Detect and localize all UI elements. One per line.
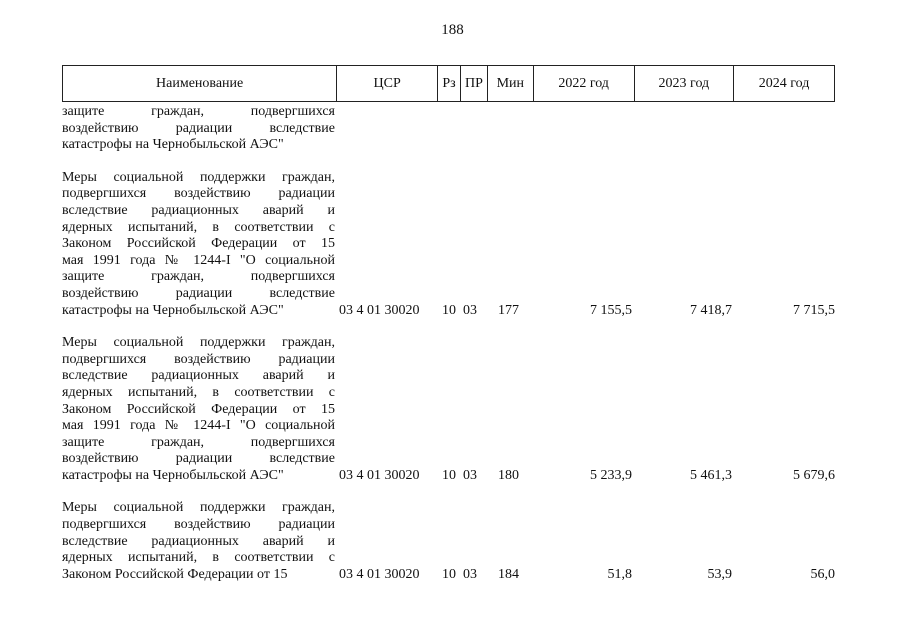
cell-min: 184 xyxy=(498,567,519,583)
name-line: мая 1991 года № 1244-I "О социальной xyxy=(62,418,335,434)
name-line: воздействию радиации вследствие xyxy=(62,120,335,136)
page-number: 188 xyxy=(441,22,464,38)
row-values xyxy=(62,566,835,583)
cell-pr: 03 xyxy=(463,567,477,583)
cell-y2022: 5 233,9 xyxy=(590,468,632,484)
row-values xyxy=(62,302,835,319)
cell-y2024: 56,0 xyxy=(810,567,835,583)
name-line: катастрофы на Чернобыльской АЭС" xyxy=(62,467,284,483)
cell-pr: 03 xyxy=(463,303,477,319)
cell-min: 180 xyxy=(498,468,519,484)
name-line: ядерных испытаний, в соответствии с xyxy=(62,219,335,235)
name-line: вследствие радиационных аварий и xyxy=(62,368,335,384)
table-row xyxy=(62,335,835,484)
cell-y2024: 7 715,5 xyxy=(793,303,835,319)
table-row xyxy=(62,170,835,319)
name-line: подвергшихся воздействию радиации xyxy=(62,351,335,367)
name-line: воздействию радиации вследствие xyxy=(62,451,335,467)
cell-y2022: 51,8 xyxy=(607,567,632,583)
name-line: подвергшихся воздействию радиации xyxy=(62,186,335,202)
name-line: Законом Российской Федерации от 15 xyxy=(62,566,288,582)
name-line: защите граждан, подвергшихся xyxy=(62,269,335,285)
table-row xyxy=(62,500,835,583)
cell-pr: 03 xyxy=(463,468,477,484)
name-line: вследствие радиационных аварий и xyxy=(62,202,335,218)
cell-y2022: 7 155,5 xyxy=(590,303,632,319)
cell-rz: 10 xyxy=(442,468,456,484)
name-line: ядерных испытаний, в соответствии с xyxy=(62,550,335,566)
header-2024: 2024 год xyxy=(733,66,834,101)
continuation-text xyxy=(62,104,335,154)
cell-min: 177 xyxy=(498,303,519,319)
name-line: воздействию радиации вследствие xyxy=(62,285,335,301)
name-line: мая 1991 года № 1244-I "О социальной xyxy=(62,252,335,268)
name-line: Меры социальной поддержки граждан, xyxy=(62,169,335,185)
row-values xyxy=(62,467,835,484)
table-header xyxy=(62,65,835,102)
cell-rz: 10 xyxy=(442,567,456,583)
row-name xyxy=(62,335,335,484)
table-body xyxy=(62,104,835,583)
name-line: подвергшихся воздействию радиации xyxy=(62,517,335,533)
name-line: защите граждан, подвергшихся xyxy=(62,104,335,119)
name-line: Законом Российской Федерации от 15 xyxy=(62,236,335,252)
cell-y2023: 5 461,3 xyxy=(690,468,732,484)
name-line: ядерных испытаний, в соответствии с xyxy=(62,384,335,400)
name-line: Законом Российской Федерации от 15 xyxy=(62,401,335,417)
name-line: защите граждан, подвергшихся xyxy=(62,434,335,450)
name-line: катастрофы на Чернобыльской АЭС" xyxy=(62,137,284,153)
cell-csr: 03 4 01 30020 xyxy=(339,468,420,484)
header-min: Мин xyxy=(487,66,533,101)
name-line: Меры социальной поддержки граждан, xyxy=(62,335,335,351)
cell-csr: 03 4 01 30020 xyxy=(339,303,420,319)
cell-rz: 10 xyxy=(442,303,456,319)
continuation-row xyxy=(62,104,835,154)
cell-y2023: 7 418,7 xyxy=(690,303,732,319)
header-pr: ПР xyxy=(460,66,487,101)
header-csr: ЦСР xyxy=(336,66,437,101)
header-rz: Рз xyxy=(437,66,460,101)
row-name xyxy=(62,170,335,319)
name-line: Меры социальной поддержки граждан, xyxy=(62,500,335,516)
header-2022: 2022 год xyxy=(533,66,634,101)
cell-y2024: 5 679,6 xyxy=(793,468,835,484)
cell-csr: 03 4 01 30020 xyxy=(339,567,420,583)
name-line: вследствие радиационных аварий и xyxy=(62,533,335,549)
header-2023: 2023 год xyxy=(634,66,734,101)
header-name: Наименование xyxy=(156,75,244,91)
name-line: катастрофы на Чернобыльской АЭС" xyxy=(62,302,284,318)
cell-y2023: 53,9 xyxy=(707,567,732,583)
